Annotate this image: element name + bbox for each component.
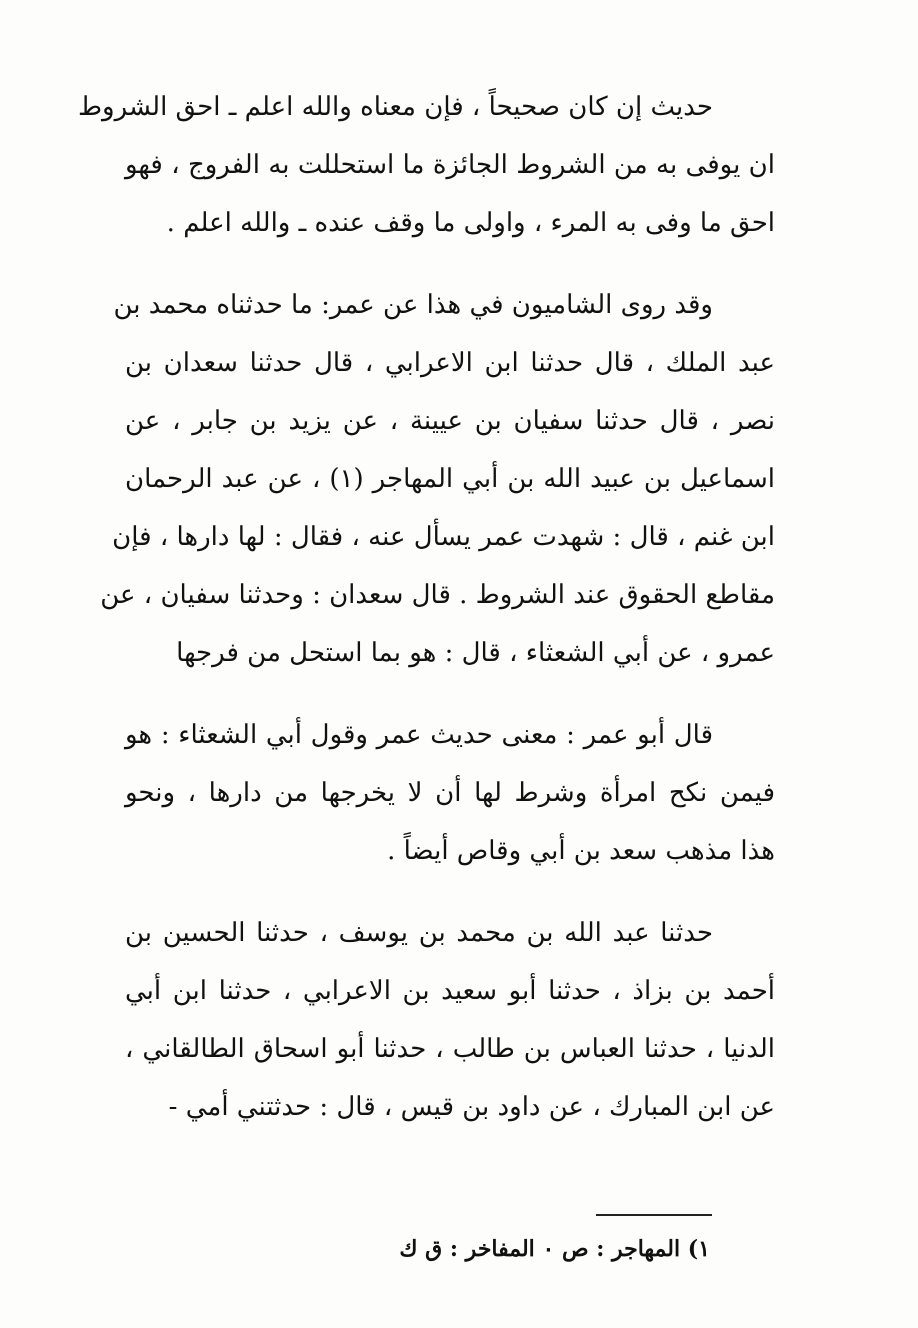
paragraph-1 (78, 78, 775, 252)
text-line: مقاطع الحقوق عند الشروط . قال سعدان : وحدثنا سفيان ، عن (100, 580, 775, 610)
body-text (78, 78, 775, 1136)
paragraph-gap (125, 880, 775, 904)
text-line: اسماعيل بن عبيد الله بن أبي المهاجر (١) ، عن عبد الرحمان (125, 464, 775, 494)
paragraph-4 (125, 904, 775, 1136)
text-line: فيمن نكح امرأة وشرط لها أن لا يخرجها من دارها ، ونحو (125, 778, 775, 808)
text-line: هذا مذهب سعد بن أبي وقاص أيضاً . (387, 836, 775, 866)
text-line: عبد الملك ، قال حدثنا ابن الاعرابي ، قال حدثنا سعدان بن (125, 348, 775, 378)
text-line: ابن غنم ، قال : شهدت عمر يسأل عنه ، فقال : لها دارها ، فإن (112, 522, 775, 552)
text-line: أحمد بن بزاذ ، حدثنا أبو سعيد بن الاعرابي ، حدثنا ابن أبي (125, 976, 775, 1006)
text-line: قال أبو عمر : معنى حديث عمر وقول أبي الشعثاء : هو (125, 720, 713, 750)
text-line: الدنيا ، حدثنا العباس بن طالب ، حدثنا أبو اسحاق الطالقاني ، (125, 1034, 775, 1064)
paragraph-2 (100, 276, 775, 682)
text-line: عمرو ، عن أبي الشعثاء ، قال : هو بما استحل من فرجها (176, 638, 775, 668)
footnote-divider (596, 1214, 712, 1216)
paragraph-gap (125, 252, 775, 276)
text-line: حديث إن كان صحيحاً ، فإن معناه والله اعلم ـ احق الشروط (78, 92, 713, 122)
text-line: ان يوفى به من الشروط الجائزة ما استحللت به الفروج ، فهو (125, 150, 775, 180)
paragraph-gap (125, 682, 775, 706)
text-line: حدثنا عبد الله بن محمد بن يوسف ، حدثنا الحسين بن (125, 918, 713, 948)
text-line: عن ابن المبارك ، عن داود بن قيس ، قال : حدثتني أمي - (168, 1092, 775, 1122)
footnote: ١) المهاجر : ص ٠ المفاخر : ق ك (399, 1236, 710, 1262)
text-line: احق ما وفى به المرء ، واولى ما وقف عنده ـ والله اعلم . (166, 208, 775, 238)
paragraph-3 (125, 706, 775, 880)
text-line: نصر ، قال حدثنا سفيان بن عيينة ، عن يزيد بن جابر ، عن (125, 406, 775, 436)
text-line: وقد روى الشاميون في هذا عن عمر: ما حدثناه محمد بن (113, 290, 713, 320)
